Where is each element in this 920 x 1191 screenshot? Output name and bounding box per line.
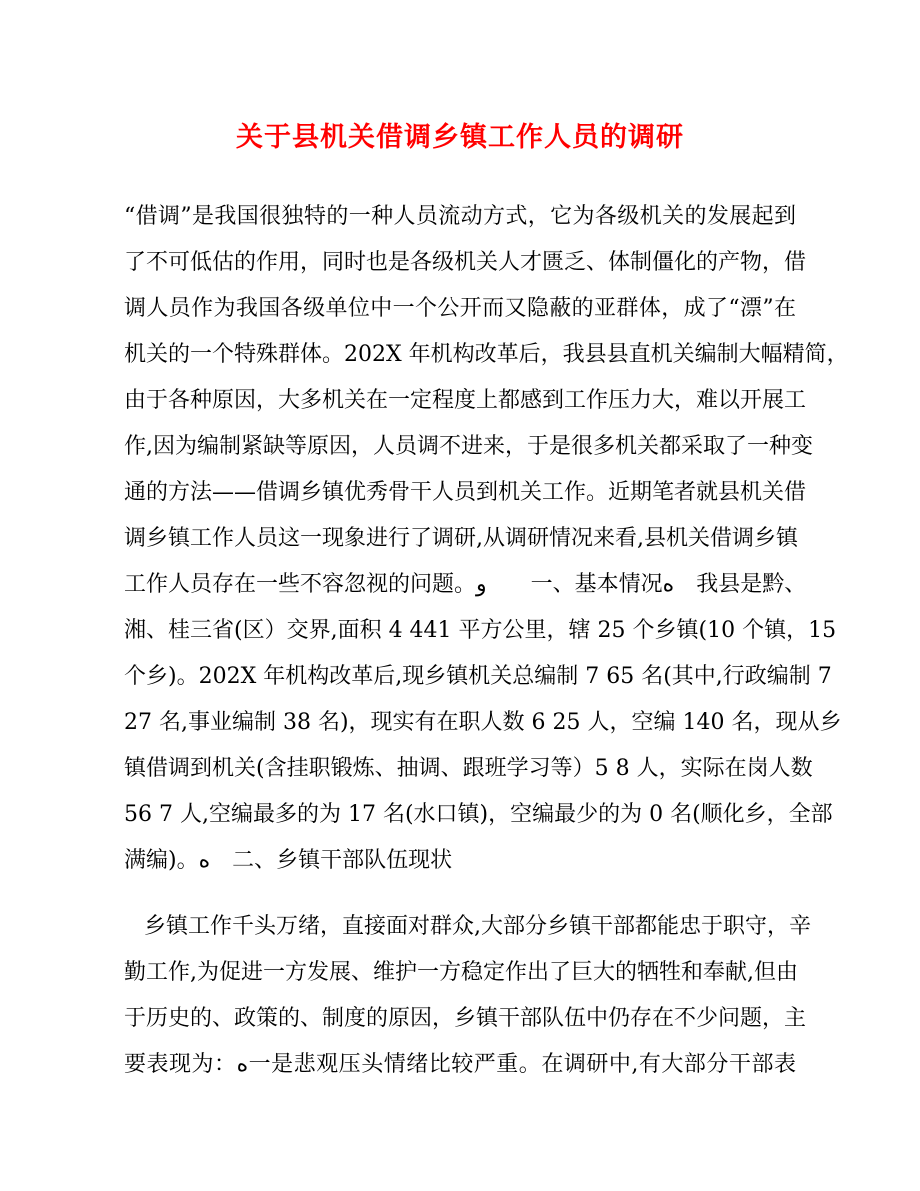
paragraph-line: 个乡)。202X 年机构改革后,现乡镇机关总编制 7 65 名(其中,行政编制 7 <box>124 664 832 689</box>
paragraph-line: 作,因为编制紧缺等原因，人员调不进来，于是很多机关都采取了一种变 <box>124 434 813 459</box>
paragraph-line: 于历史的、政策的、制度的原因，乡镇干部队伍中仍存在不少问题，主 <box>124 1006 807 1031</box>
paragraph-line: 通的方法——借调乡镇优秀骨干人员到机关工作。近期笔者就县机关借 <box>124 480 807 505</box>
paragraph-line: 要表现为：ﻩ一是悲观压头情绪比较严重。在调研中,有大部分干部表 <box>124 1052 796 1077</box>
paragraph-line: 镇借调到机关(含挂职锻炼、抽调、跟班学习等）5 8 人，实际在岗人数 <box>124 756 813 781</box>
paragraph-line: 56 7 人,空编最多的为 17 名(水口镇)，空编最少的为 0 名(顺化乡，全部 <box>124 802 833 827</box>
paragraph-1 <box>124 194 849 884</box>
paragraph-line: 工作人员存在一些不容忽视的问题。و 一、基本情况ﻩ 我县是黔、 <box>124 572 807 597</box>
paragraph-line: 27 名,事业编制 38 名)，现实有在职人数 6 25 人，空编 140 名，现从乡 <box>124 710 842 735</box>
paragraph-line: 满编)。ﻩ 二、乡镇干部队伍现状 <box>124 848 453 873</box>
paragraph-line: 机关的一个特殊群体。202X 年机构改革后，我县县直机关编制大幅精简， <box>124 342 849 367</box>
paragraph-2 <box>124 904 811 1088</box>
paragraph-line: 勤工作,为促进一方发展、维护一方稳定作出了巨大的牺牲和奉献,但由 <box>124 960 798 985</box>
paragraph-line: 湘、桂三省(区）交界,面积 4 441 平方公里，辖 25 个乡镇(10 个镇，15 <box>124 618 837 643</box>
paragraph-line: 调人员作为我国各级单位中一个公开而又隐蔽的亚群体，成了“漂”在 <box>124 296 796 321</box>
document-title: 关于县机关借调乡镇工作人员的调研 <box>236 122 684 153</box>
paragraph-line: 调乡镇工作人员这一现象进行了调研,从调研情况来看,县机关借调乡镇 <box>124 526 798 551</box>
paragraph-line: 乡镇工作千头万绪，直接面对群众,大部分乡镇干部都能忠于职守，辛 <box>144 914 811 939</box>
paragraph-line: 由于各种原因，大多机关在一定程度上都感到工作压力大，难以开展工 <box>124 388 807 413</box>
paragraph-line: “借调”是我国很独特的一种人员流动方式，它为各级机关的发展起到 <box>124 204 796 229</box>
paragraph-line: 了不可低估的作用，同时也是各级机关人才匮乏、体制僵化的产物，借 <box>124 250 807 275</box>
